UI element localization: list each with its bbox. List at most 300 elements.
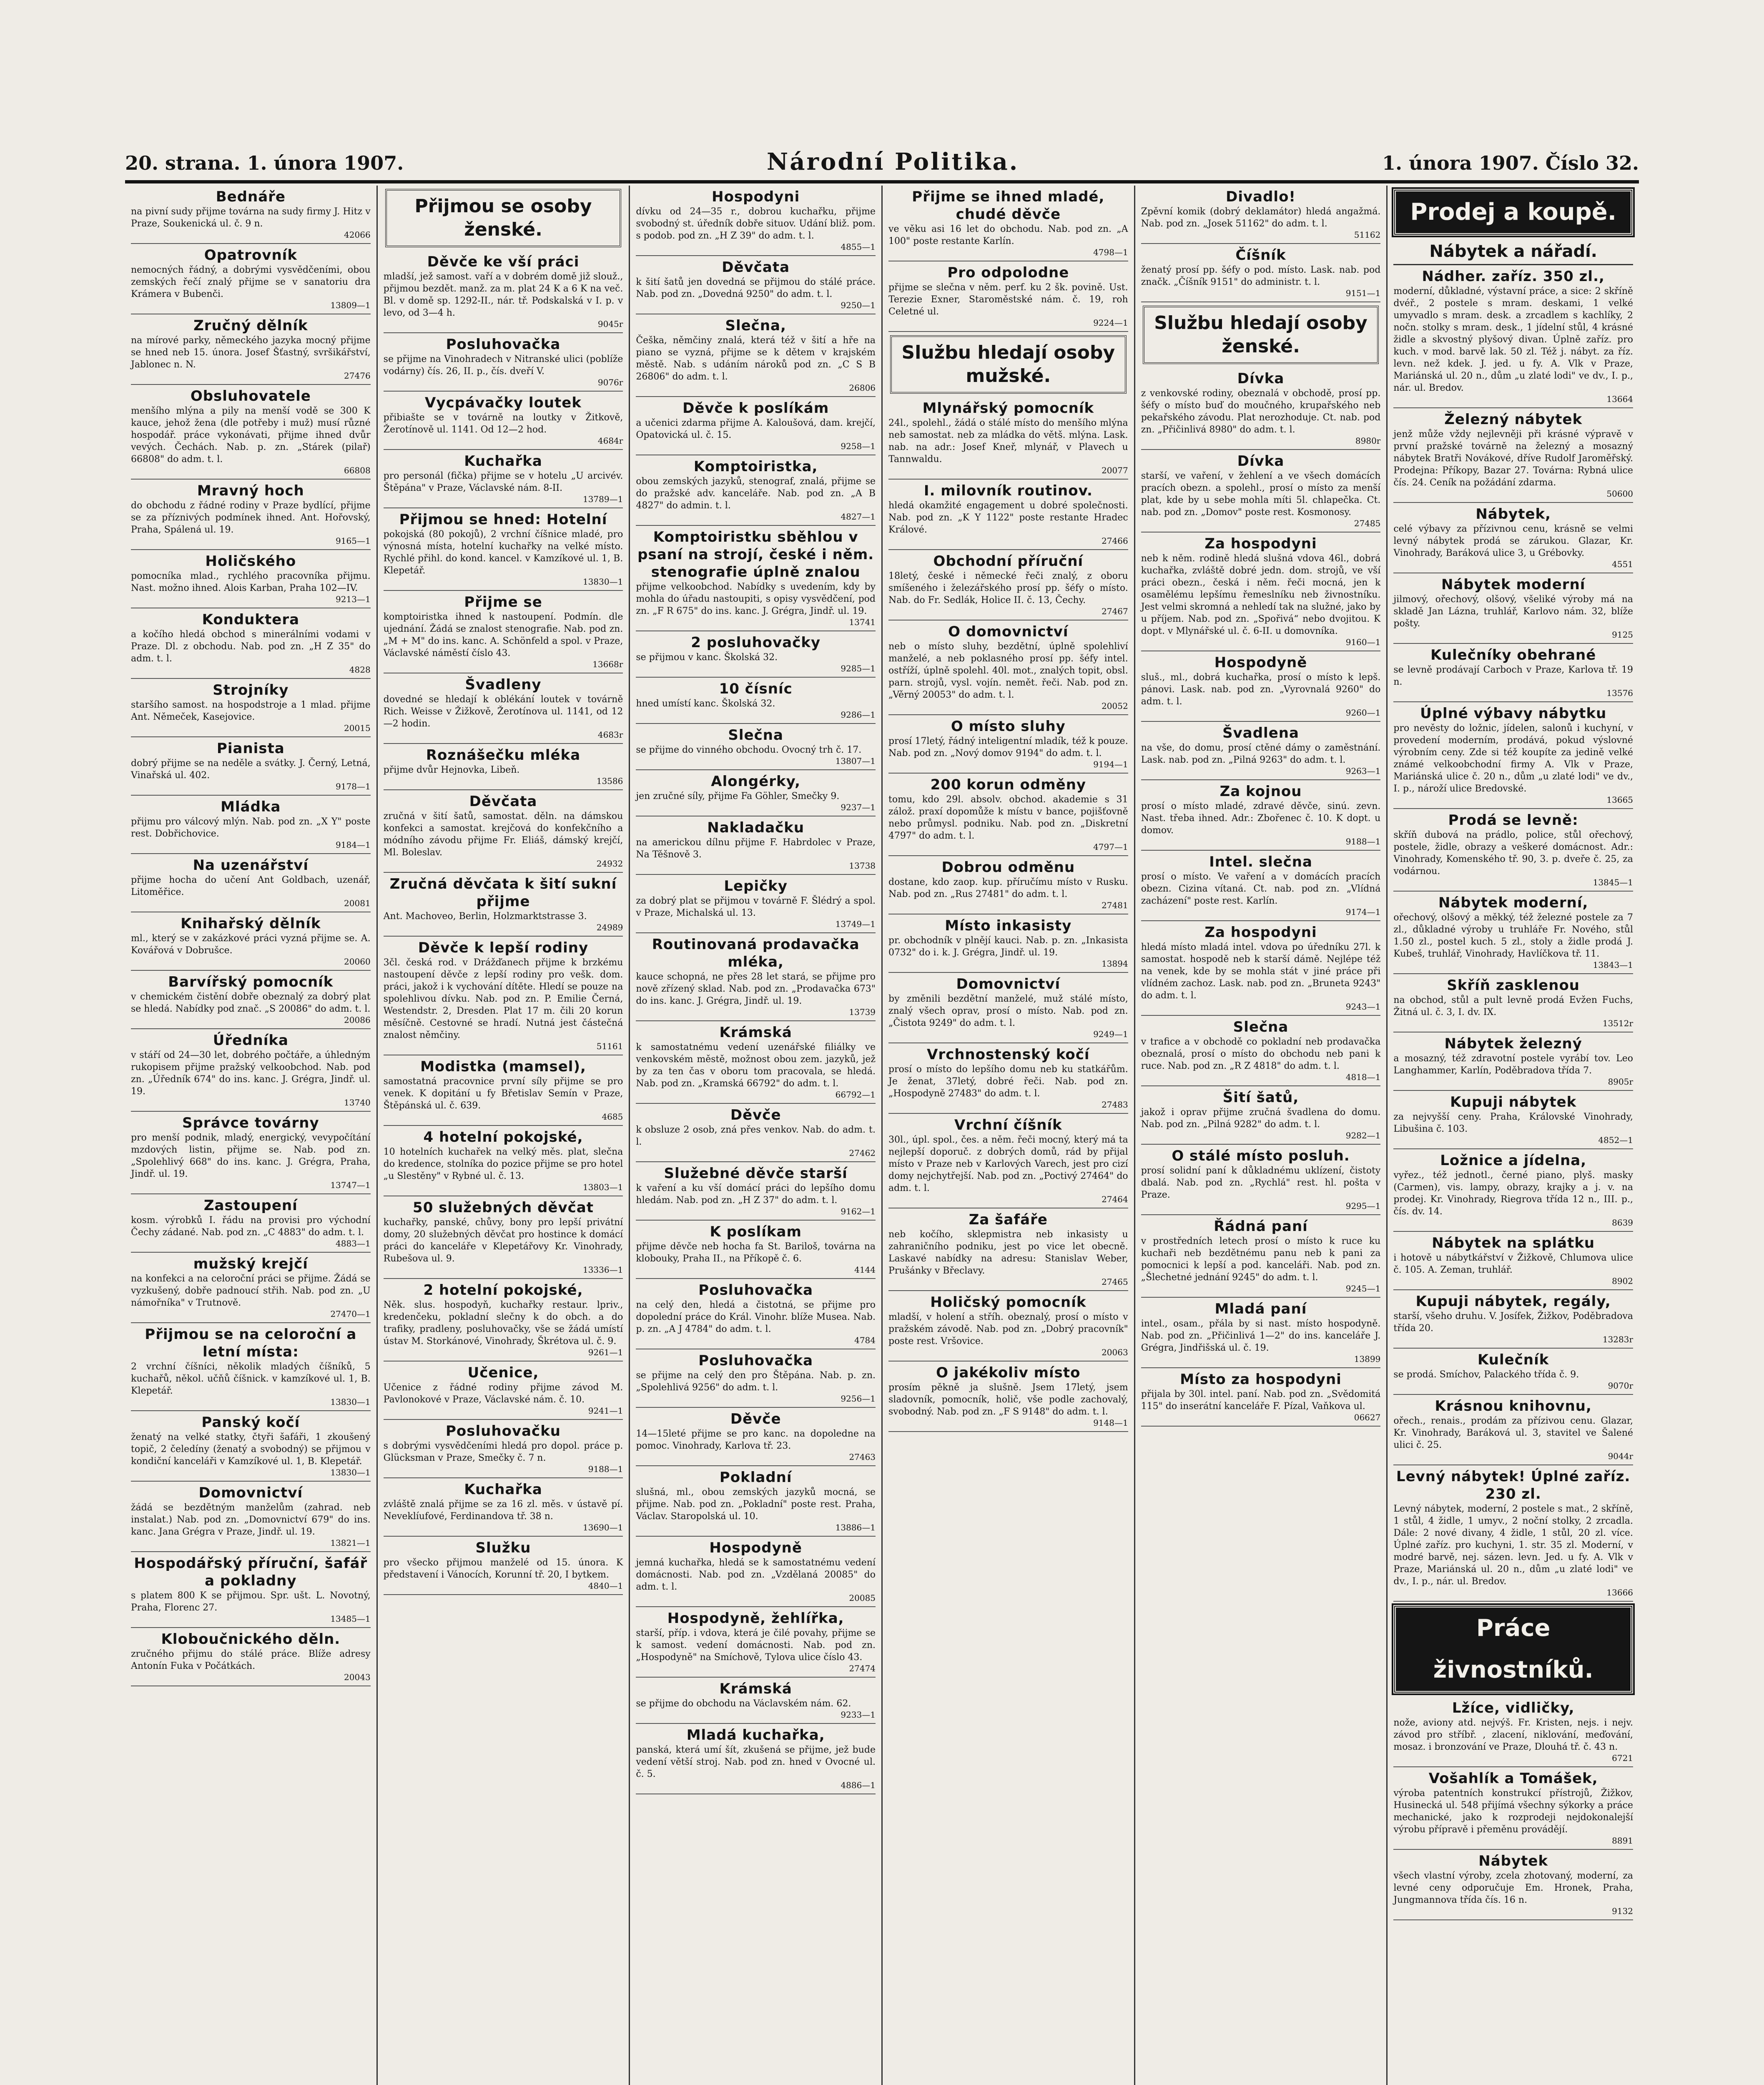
ad-number: 9237—1: [841, 802, 876, 812]
ad-number: 13830—1: [330, 1467, 371, 1477]
ad-number: 20052: [1102, 701, 1128, 711]
ad-number: 20043: [344, 1672, 371, 1682]
ad-body: neb k něm. rodině hledá slušná vdova 46l., dobrá kuchařka, zvláště dobré jedn. dom. strojů, ve vší práci obezn., česká i něm. řeči mocná, jen k osamělému lepšímu řemeslníku neb živnostníku. Jest velmi skromná a nehledí tak na služné, jako by u příjem. Nab. pod zn. „Spořivá“ nebo dvojitou. K dopt. v Mlynářské ul. č. 6-II. u domovníka.: [1141, 553, 1381, 636]
classified-ad: [1393, 1465, 1633, 1602]
ad-heading: Úplné výbavy nábytku: [1420, 705, 1607, 722]
ad-body: kosm. výrobků I. řádu na provisi pro východní Čechy zádané. Nab. pod zn. „C 4883" do adm. t. l.: [131, 1215, 371, 1238]
ad-heading: Číšník: [1235, 247, 1286, 264]
classified-ad: [636, 1724, 876, 1794]
ad-number: 4797—1: [1093, 842, 1128, 852]
ad-number: 8891: [1612, 1836, 1634, 1846]
ad-heading: 2 posluhovačky: [691, 634, 821, 651]
ad-heading: Nádher. zaříz. 350 zl.,: [1422, 268, 1605, 285]
ad-number: 9256—1: [841, 1394, 876, 1404]
ad-body: se prodá. Smíchov, Palackého třída č. 9.: [1393, 1369, 1579, 1380]
classified-ad: [384, 508, 623, 591]
ad-body: se přijme do vinného obchodu. Ovocný trh č. 17.: [636, 745, 862, 755]
ad-heading: Mravný hoch: [197, 482, 304, 499]
ad-body: prosí o místo do lepšího domu neb ku statkářům. Je ženat, 37letý, dobré řeči. Nab. pod zn. „Hospodyně 27483" do adm. t. l.: [888, 1064, 1128, 1099]
classified-ad: [131, 550, 371, 608]
ad-number: 27463: [849, 1452, 876, 1462]
ad-heading: O místo sluhy: [951, 718, 1066, 735]
ad-body: Levný nábytek, moderní, 2 postele s mat., 2 skříně, 1 stůl, 4 židle, 1 umyv., 2 noční stolky, 2 zrcadla. Dále: 2 nové divany, 4 židle, 1 stůl, 20 zl. více. Úplné zaříz. pro kuchyni, 1. str. 35 zl. Moderní, v modré barvě, nej. sázen. levn. Jed. u fy. A. Vlk v Praze, Mariánská ul. 20 n., dům „u zlaté lodi" ve dv., I. p., nár. ul. Bredov.: [1393, 1504, 1634, 1587]
ad-heading: Přijmou se na celoroční a letní místa:: [145, 1326, 357, 1360]
ad-number: 27462: [849, 1148, 876, 1158]
classified-ad: [888, 186, 1128, 261]
ad-heading: Slečna: [728, 727, 783, 744]
ad-heading: Strojníky: [213, 682, 289, 698]
classified-ad: [131, 1112, 371, 1194]
ad-heading: Alongérky,: [711, 773, 801, 790]
classified-ad: [636, 1537, 876, 1607]
classified-ad: [384, 1478, 623, 1537]
classified-ad: [888, 550, 1128, 620]
ad-body: přijala by 30l. intel. paní. Nab. pod zn. „Svědomitá 115" do inserátní kanceláře F. Pízal, Vaňkova ul.: [1141, 1389, 1381, 1412]
classified-ad: [384, 450, 623, 508]
ad-heading: Kulečník: [1478, 1351, 1549, 1368]
classified-ad: [131, 679, 371, 737]
ad-heading: Holičský pomocník: [930, 1294, 1087, 1311]
ad-number: 4798—1: [1093, 247, 1128, 257]
ad-body: intel., osam., přála by si nast. místo hospodyně. Nab. pod zn. „Přičinlivá 1—2" do ins. kanceláře J. Grégra, Jindřišská ul. č. 19.: [1141, 1319, 1381, 1353]
classified-ad: [888, 1208, 1128, 1291]
classified-ad: [636, 1678, 876, 1724]
ad-body: Učenice z řádné rodiny přijme závod M. Pavlonokové v Praze, Václavské nám. č. 10.: [383, 1382, 623, 1405]
ad-heading: Pro odpolodne: [947, 264, 1069, 281]
ad-heading: Krásnou knihovnu,: [1435, 1398, 1592, 1414]
classified-ad: [131, 314, 371, 385]
classified-ad: [384, 873, 623, 937]
classified-ad: [636, 1408, 876, 1466]
ad-body: Zpěvní komik (dobrý deklamátor) hledá angažmá. Nab. pod zn. „Josek 51162" do adm. t. l.: [1141, 206, 1381, 229]
ad-body: neb kočího, sklepmistra neb inkasisty u zahraničního podniku, jest po vice let obecně. Laskavé nabídky na adresu: Stanislav Weber, Prušánky v Břeclavy.: [888, 1229, 1128, 1276]
ad-number: 13666: [1606, 1588, 1634, 1598]
ad-body: staršího samost. na hospodstroje a 1 mlad. přijme Ant. Němeček, Kasejovice.: [131, 700, 371, 722]
ad-heading: Obchodní příruční: [933, 553, 1084, 570]
ad-body: s platem 800 K se přijmou. Spr. ušt. L. Novotný, Praha, Florenc 27.: [131, 1590, 371, 1613]
classified-ad: [384, 744, 623, 790]
ad-body: přijme se slečna v něm. perf. ku 2 šk. povině. Ust. Terezie Exner, Staroměstské nám. č. 19, roh Celetné ul.: [888, 282, 1128, 317]
ad-body: se přijme na Vinohradech v Nitranské ulici (poblíže vodárny) čís. 26, II. p., čís. dveří V.: [383, 354, 623, 377]
ad-heading: Děvčata: [469, 793, 537, 810]
ad-number: 20063: [1102, 1347, 1128, 1357]
ad-body: skříň dubová na prádlo, police, stůl ořechový, postele, židle, obrazy a veškeré domácnost. Adr.: Vinohrady, Komenského tř. 90, 3. p. dveře č. 25, za vodárnou.: [1393, 830, 1634, 877]
classified-ad: [384, 251, 623, 333]
ad-body: přijme děvče neb hocha fa St. Bariloš, továrna na klobouky, Praha II., na Příkopě č. 6.: [636, 1241, 876, 1264]
ad-body: komptoiristka ihned k nastoupení. Podmín. dle ujednání. Žádá se znalost stenografie. Nab. pod zn. „M + M" do ins. kanc. A. Schönfeld a spol. v Praze, Václavské náměstí číslo 43.: [383, 612, 623, 658]
ad-body: jenž může vždy nejlevněji při krásné výpravě v první pražské továrně na železný a mosazný nábytek Bratři Novákové, dříve Rudolf Jaroměřský. Prodejna: Příkopy, Bazar 27. Továrna: Rybná ulice čís. 24. Ceník na požádání zdarma.: [1393, 429, 1634, 488]
ad-number: 13485—1: [330, 1614, 371, 1624]
ad-number: 9213—1: [336, 594, 371, 604]
classified-ad: [1393, 1032, 1633, 1091]
ad-number: 9162—1: [841, 1206, 876, 1216]
ad-number: 4683r: [597, 730, 623, 740]
ad-number: 9282—1: [1345, 1130, 1381, 1140]
ad-body: jen zručné síly, přijme Fa Göhler, Smečky 9.: [636, 791, 840, 801]
classified-ad: [1393, 644, 1633, 702]
classified-ad: [384, 392, 623, 450]
ad-body: pomocníka mlad., rychlého pracovníka přijmu. Nast. možno ihned. Alois Karban, Praha 102—IV.: [131, 571, 371, 593]
ad-heading: Hospodyně, žehlířka,: [667, 1610, 844, 1627]
classified-ad: [888, 261, 1128, 332]
ad-heading: Zručný dělník: [193, 317, 308, 334]
classified-ad: [384, 1279, 623, 1362]
ad-heading: Roznášečku mléka: [426, 747, 581, 764]
ad-number: 4840—1: [588, 1581, 623, 1591]
ad-number: 9241—1: [588, 1406, 623, 1416]
ad-body: vyřez., též jednotl., černé piano, plyš. masky (Carmen), vis. lampy, obrazy, krajky a j. v. na prodej. Kr. Vinohrady, Riegrova třída 12 n., III. p., čís. dv. 14.: [1393, 1170, 1634, 1217]
ad-heading: Zastoupení: [203, 1197, 298, 1214]
classified-ad: [888, 620, 1128, 715]
ad-body: dobrý přijme se na neděle a svátky. J. Černý, Letná, Vinařská ul. 402.: [131, 758, 371, 781]
ad-number: 20085: [849, 1593, 876, 1603]
ad-number: 51162: [1354, 230, 1381, 240]
ad-number: 9044r: [1608, 1451, 1634, 1461]
ad-body: starší, příp. i vdova, která je čilé povahy, přijme se k samost. vedení domácnosti. Nab. pod zn. „Hospodyně" na Smíchově, Tylova ulice číslo 43.: [636, 1628, 876, 1663]
classified-ad: [636, 1279, 876, 1349]
classified-ad: [636, 678, 876, 724]
ad-body: tomu, kdo 29l. absolv. obchod. akademie s 31 zálož. praxí dopomůže k místu v bance, pojišťovně nebo průmysl. podniku. Nab. pod zn. „Diskretní 4797" do adm. t. l.: [888, 794, 1128, 841]
ad-body: pro personál (fička) přijme se v hotelu „U arcivév. Štěpána" v Praze, Václavské nám. 8-II.: [383, 471, 623, 493]
ad-body: ve věku asi 16 let do obchodu. Nab. pod zn. „A 100" poste restante Karlín.: [888, 224, 1128, 246]
classified-columns: [125, 186, 1639, 2085]
classified-ad: [888, 715, 1128, 774]
classified-ad: [1393, 1395, 1633, 1465]
ad-heading: Hospodyni: [712, 188, 800, 205]
ad-number: 4883—1: [336, 1238, 371, 1248]
ad-number: 13739: [849, 1007, 876, 1017]
classified-ad: [131, 1628, 371, 1686]
ad-number: 13809—1: [330, 300, 371, 310]
classified-ad: [131, 244, 371, 314]
ad-number: 27474: [849, 1663, 876, 1673]
classified-ad: [131, 1253, 371, 1323]
ad-heading: Bednáře: [216, 188, 286, 205]
ad-body: mladší, jež samost. vaří a v dobrém domě již slouž., přijmou bezdět. manž. za m. plat 24 K a 6 K na več. Bl. v domě sp. 1292-II., nár. tř. Podskalská v I. p. v levo, od 3—4 h.: [383, 271, 623, 318]
classified-ad: [384, 1196, 623, 1279]
header-rule: [125, 180, 1639, 183]
ad-number: 13668r: [592, 659, 623, 669]
classified-ad: [1393, 1349, 1633, 1395]
ad-number: 9045r: [597, 319, 623, 329]
ad-number: 9184—1: [336, 840, 371, 850]
ad-number: 27485: [1354, 518, 1381, 528]
ad-body: zručná v šití šatů, samostat. děln. na dámskou konfekci a samostat. krejčová do konfekčního a módního závodu přijme Fr. Eliáš, dámský krejčí, Ml. Boleslav.: [383, 811, 623, 858]
ad-heading: O domovnictví: [948, 623, 1069, 640]
ad-heading: Nábytek na splátku: [1432, 1235, 1595, 1251]
classified-ad: [1141, 1016, 1381, 1086]
ad-heading: K poslíkam: [710, 1223, 802, 1240]
classified-ad: [888, 480, 1128, 550]
ad-body: prosí solidní paní k důkladnému uklízení, čistoty dbalá. Nab. pod zn. „Rychlá" rest. hl. pošta v Praze.: [1141, 1166, 1381, 1200]
ad-number: 4685: [602, 1112, 623, 1122]
ad-body: přijme hocha do učení Ant Goldbach, uzenář, Litoměřice.: [131, 875, 371, 897]
ad-number: 42066: [344, 230, 371, 240]
classified-ad: [1141, 651, 1381, 722]
classified-ad: [1141, 851, 1381, 921]
ad-number: 4852—1: [1598, 1135, 1634, 1145]
ad-number: 66792—1: [835, 1090, 876, 1100]
classified-ad: [636, 256, 876, 314]
ad-heading: 50 služebných děvčat: [413, 1199, 594, 1216]
classified-ad: [1141, 1368, 1381, 1427]
ad-body: se přijmou v kanc. Školská 32.: [636, 652, 778, 663]
ad-number: 4828: [349, 665, 371, 675]
ad-number: 27481: [1102, 900, 1128, 910]
ad-heading: Knihařský dělník: [181, 915, 321, 932]
ad-number: 13894: [1102, 959, 1128, 969]
classified-ad: [131, 1411, 371, 1482]
ad-number: 13749—1: [835, 919, 876, 929]
ad-heading: Dívka: [1237, 453, 1285, 470]
ad-body: 30l., úpl. spol., čes. a něm. řeči mocný, který má ta nejlepší doporuč. z dobrých domů, rád by přijal místo v Praze neb v Karlových Varech, jest pro cizí domy nejchytřejší. Nab. pod zn. „Poctivý 27464" do adm. t. l.: [888, 1135, 1128, 1193]
classified-ad: [384, 1126, 623, 1196]
ad-heading: Dívka: [1237, 370, 1285, 387]
ad-number: 9286—1: [841, 710, 876, 720]
ad-heading: mužský krejčí: [193, 1256, 308, 1272]
ad-heading: Hospodářský příruční, šafář a pokladny: [134, 1555, 368, 1589]
ad-number: 13807—1: [835, 756, 876, 766]
ad-number: 20077: [1102, 465, 1128, 475]
running-header: [125, 148, 1639, 177]
classified-ad: [1141, 1215, 1381, 1298]
classified-ad: [1141, 533, 1381, 651]
ad-number: 50600: [1606, 489, 1634, 499]
ad-number: 66808: [344, 465, 371, 475]
ad-number: 13845—1: [1593, 877, 1634, 887]
classified-ad: [636, 1607, 876, 1678]
ad-heading: Za šafáře: [969, 1211, 1048, 1228]
classified-ad: [131, 186, 371, 244]
column-5: [1134, 186, 1387, 2085]
ad-heading: Děvče: [730, 1107, 781, 1123]
ad-body: k vaření a ku vší domácí práci do lepšího domu hledám. Nab. pod zn. „H Z 37" do adm. t. l.: [636, 1183, 876, 1206]
ad-heading: Šití šatů,: [1222, 1089, 1299, 1106]
ad-body: přibiašte se v továrně na loutky v Žitkově, Žerotínově ul. 1141. Od 12—2 hod.: [383, 412, 623, 435]
ad-number: 4886—1: [841, 1780, 876, 1790]
classified-ad: [131, 1194, 371, 1253]
ad-heading: Modistka (mamsel),: [420, 1058, 586, 1075]
ad-heading: Opatrovník: [204, 247, 297, 264]
ad-number: 9194—1: [1093, 759, 1128, 769]
ad-body: v stáří od 24—30 let, dobrého počtáře, a úhledným rukopisem přijme pražský velkoobchod. Nab. pod zn. „Úředník 674" do ins. kanc. J. Grégra, Jindř. ul. 19.: [131, 1050, 371, 1097]
ad-heading: Hospodyně: [709, 1540, 802, 1556]
classified-ad: [1393, 1767, 1633, 1850]
ad-heading: Děvče k poslíkám: [683, 400, 829, 417]
ad-body: ženatý prosí pp. šéfy o pod. místo. Lask. nab. pod značk. „Číšník 9151" do administr. t. l.: [1141, 265, 1381, 287]
ad-body: do obchodu z řádné rodiny v Praze bydlící, přijme se za příznivých podmínek ihned. Ant. Hořovský, Praha, Spálená ul. 19.: [131, 500, 371, 535]
ad-heading: Routinovaná prodavačka mléka,: [652, 936, 860, 970]
ad-body: neb o místo sluhy, bezdětní, úplně spolehliví manželé, a neb poklasného prosí pp. šéfy intel. ostříží, úplně spolehl. 40l. mot., znalých topit, obsl. parn. strojů, vysl. vojín. nemět. řeči. Nab. pod zn. „Věrný 20053" do adm. t. l.: [888, 641, 1128, 700]
ad-body: pokojská (80 pokojů), 2 vrchní číšnice mladé, pro výnosná místa, hotelní kuchařky na velké místo. Rychlé přihl. do kond. kancel. v Kamzíkové ul. 1, B. Klepetář.: [383, 529, 623, 576]
classified-ad: [384, 673, 623, 744]
ad-number: 6721: [1612, 1753, 1634, 1763]
ad-body: a mosazný, též zdravotní postele vyrábí tov. Leo Langhammer, Karlín, Poděbradova třída 7.: [1393, 1053, 1634, 1076]
ad-number: 9125: [1612, 630, 1634, 640]
ad-heading: Obsluhovatele: [190, 388, 311, 404]
classified-ad: [131, 737, 371, 796]
ad-number: 9285—1: [841, 663, 876, 673]
ad-body: přijmu pro válcový mlýn. Nab. pod zn. „X Y" poste rest. Dobřichovice.: [131, 816, 371, 839]
ad-heading: Děvče ke vší práci: [427, 254, 580, 270]
ad-number: 13586: [596, 776, 623, 786]
masthead-title: Národní Politika.: [767, 148, 1019, 176]
ad-heading: Kulečníky obehrané: [1430, 647, 1596, 663]
ad-number: 13843—1: [1593, 960, 1634, 970]
ad-heading: Dobrou odměnu: [941, 859, 1075, 876]
classified-ad: [636, 770, 876, 816]
ad-body: žádá se bezdětným manželům (zahrad. neb instalat.) Nab. pod zn. „Domovnictví 679" do ins. kanc. Jana Grégra v Praze, Jindř. ul. 19.: [131, 1502, 371, 1537]
ad-number: 13740: [344, 1098, 371, 1108]
ad-heading: Hospodyně: [1214, 654, 1307, 671]
ad-body: slušná, ml., obou zemských jazyků mocná, se přijme. Nab. pod zn. „Pokladní" poste rest. Praha, Václav. Staropolská ul. 10.: [636, 1487, 876, 1522]
ad-heading: Přijmou se hned: Hotelní: [399, 511, 607, 528]
ad-heading: Slečna: [1233, 1019, 1289, 1035]
classified-ad: [888, 1114, 1128, 1208]
ad-body: i hotově u nábytkářství v Žižkově, Chlumova ulice č. 105. A. Zeman, truhlář.: [1393, 1253, 1634, 1275]
ad-heading: Místo inkasisty: [945, 917, 1072, 934]
ad-heading: Kuchařka: [464, 1481, 542, 1498]
classified-ad: [1393, 265, 1633, 408]
ad-body: se přijme na celý den pro Štěpána. Nab. p. zn. „Spolehlivá 9256" do adm. t. l.: [636, 1370, 876, 1393]
ad-body: se přijme do obchodu na Václavském nám. 62.: [636, 1698, 851, 1709]
classified-ad: [1141, 367, 1381, 450]
ad-number: 4818—1: [1345, 1072, 1381, 1082]
classified-ad: [1141, 921, 1381, 1016]
ad-body: dostane, kdo zaop. kup. příručímu místo v Rusku. Nab. pod zn. „Rus 27481" do adm. t. l.: [888, 877, 1128, 899]
ad-number: 27483: [1102, 1100, 1128, 1110]
subsection-heading: Nábytek a nářadí.: [1393, 239, 1633, 265]
ad-heading: Služku: [475, 1540, 531, 1556]
ad-body: dovedné se hledají k oblékání loutek v továrně Rich. Weisse v Žižkově, Žerotínova ul. 1141, od 12—2 hodin.: [383, 694, 623, 729]
classified-ad: [888, 1291, 1128, 1362]
ad-number: 4144: [854, 1265, 876, 1275]
classified-ad: [1141, 186, 1381, 244]
classified-ad: [636, 1349, 876, 1408]
classified-ad: [888, 914, 1128, 973]
ad-heading: Učenice,: [467, 1364, 539, 1381]
classified-ad: [1141, 1145, 1381, 1215]
classified-ad: [384, 790, 623, 873]
ad-heading: Krámská: [719, 1024, 792, 1041]
ad-body: hned umístí kanc. Školská 32.: [636, 698, 775, 709]
ad-body: pro všecko přijmou manželé od 15. února. K představení i Vánocích, Korunní tř. 20, I bytkem.: [383, 1557, 623, 1580]
ad-heading: Mlynářský pomocník: [922, 400, 1094, 417]
ad-heading: O jakékoliv místo: [936, 1364, 1081, 1381]
classified-ad: [636, 526, 876, 631]
classified-ad: [1393, 892, 1633, 974]
ad-body: z venkovské rodiny, obeznalá v obchodě, prosí pp. šéfy o místo buď do moučného, krupařského neb pekařského závodu. Plat nerozhoduje. Ct. nab. pod zn. „Přičinlivá 8980" do adm. t. l.: [1141, 388, 1381, 435]
classified-ad: [131, 608, 371, 679]
ad-body: nože, aviony atd. nejvýš. Fr. Kristen, nejs. i nejv. závod pro stříbř. , zlacení, niklování, meďování, mosaz. i bronzování ve Praze, Dlouhá tř. č. 43 n.: [1393, 1718, 1634, 1752]
classified-ad: [1393, 1697, 1633, 1767]
ad-heading: Nábytek: [1478, 1853, 1548, 1869]
ad-heading: Domovnictví: [198, 1485, 303, 1501]
ad-body: k samostatnému vedení uzenářské filiálky ve venkovském městě, možnost obou zem. jazyků, jež by za ten čas v oboru tom pracovala, se hledá. Nab. pod zn. „Kramská 66792" do adm. t. l.: [636, 1042, 876, 1089]
ad-heading: Barvířský pomocník: [168, 974, 334, 990]
ad-body: výroba patentních konstrukcí přístrojů, Žižkov, Husinecká ul. 548 přijímá všechny sýkorky a práce mechanické, jako k rozprodeji nejdokonalejší výrobu přípravě i přeměnu provádějí.: [1393, 1788, 1634, 1835]
ad-body: se levně prodávají Carboch v Praze, Karlova tř. 19 n.: [1393, 665, 1634, 687]
ad-number: 13886—1: [835, 1522, 876, 1532]
ad-body: zvláště znalá přijme se za 16 zl. měs. v ústavě pí. Neveklíufové, Ferdinandova tř. 38 n.: [383, 1499, 623, 1522]
classified-ad: [636, 455, 876, 526]
ad-heading: I. milovník routinov.: [923, 482, 1093, 499]
ad-number: 4684r: [597, 436, 623, 446]
ad-number: 9260—1: [1345, 708, 1381, 718]
classified-ad: [636, 1221, 876, 1279]
ad-body: obou zemských jazyků, stenograf, znalá, přijme se do pražské adv. kanceláře. Nab. pod zn. „A B 4827" do admin. t. l.: [636, 476, 876, 511]
ad-number: 13899: [1354, 1354, 1381, 1364]
ad-number: 13789—1: [582, 494, 623, 504]
ad-body: přijme dvůr Hejnovka, Libeň.: [383, 765, 520, 775]
ad-heading: Kloboučnického děln.: [161, 1631, 341, 1648]
ad-number: 13336—1: [582, 1265, 623, 1275]
ad-number: 13665: [1606, 795, 1634, 805]
ad-number: 9295—1: [1345, 1201, 1381, 1211]
ad-number: 9188—1: [1345, 837, 1381, 847]
ad-heading: Švadleny: [465, 676, 542, 693]
ad-heading: Nábytek moderní,: [1438, 894, 1588, 911]
ad-number: 9174—1: [1345, 907, 1381, 917]
ad-number: 9151—1: [1345, 288, 1381, 298]
ad-number: 13690—1: [582, 1522, 623, 1532]
ad-body: v trafice a v obchodě co pokladní neb prodavačka obeznalá, prosí o místo do obchodu neb pani k ruce. Nab. pod zn. „R Z 4818" do adm. t. l.: [1141, 1037, 1381, 1071]
classified-ad: [1141, 780, 1381, 851]
ad-number: 27476: [344, 371, 371, 381]
ad-body: kuchařky, panské, chůvy, bony pro lepší privátní domy, 20 služebných děvčat pro hostince k domácí práci do kanceláře v Klepetářovy Kr. Vinohrady, Rubešova ul. 9.: [383, 1217, 623, 1264]
ad-number: 9132: [1612, 1906, 1634, 1916]
ad-body: za nejvyšší ceny. Praha, Královské Vinohrady, Libušina č. 103.: [1393, 1112, 1634, 1134]
header-date-left: 20. strana. 1. února 1907.: [125, 152, 404, 174]
ad-heading: Kupuji nábytek: [1450, 1094, 1577, 1110]
ad-heading: Nábytek,: [1475, 506, 1551, 523]
ad-heading: Za hospodyni: [1204, 924, 1317, 941]
ad-body: na vše, do domu, prosí ctěné dámy o zaměstnání. Lask. nab. pod zn. „Pilná 9263" do adm. t. l.: [1141, 743, 1381, 765]
ad-body: v chemickém čistění dobře obeznalý za dobrý plat se hledá. Nabídky pod znač. „S 20086" do adm. t. l.: [131, 992, 371, 1014]
ad-heading: Slečna,: [725, 317, 786, 334]
ad-number: 13821—1: [330, 1538, 371, 1548]
ad-heading: Skříň zasklenou: [1447, 977, 1580, 994]
classified-ad: [131, 385, 371, 480]
ad-heading: Kuchařka: [464, 453, 542, 470]
ad-heading: Nábytek železný: [1444, 1035, 1582, 1052]
classified-ad: [1393, 573, 1633, 644]
ad-body: 3čl. česká rod. v Drážďanech přijme k brzkému nastoupení děvče z lepší rodiny pro vešk. dom. práci, jakož i k vychování dítěte. Hledí se pouze na spolehlivou dívku. Nab. pod zn. P. Emilie Černá, Westendstr. 2, Dresden. Plat 17 m. čili 20 korun měsíčně. Cestovné se hradí. Nutná jest částečná znalost němčiny.: [383, 957, 623, 1040]
ad-number: 9160—1: [1345, 637, 1381, 647]
ad-body: všech vlastní výroby, zcela zhotovaný, moderní, za levné ceny odporučuje Em. Hronek, Praha, Jungmannova třída čís. 16 n.: [1393, 1871, 1634, 1905]
ad-body: starší, všeho druhu. V. Josífek, Žižkov, Poděbradova třída 20.: [1393, 1311, 1634, 1334]
ad-number: 9070r: [1608, 1381, 1634, 1391]
column-1: [125, 186, 376, 2085]
classified-ad: [636, 875, 876, 933]
ad-heading: 4 hotelní pokojské,: [423, 1129, 583, 1145]
classified-ad: [131, 854, 371, 912]
classified-ad: [636, 816, 876, 875]
classified-ad: [888, 397, 1128, 480]
ad-heading: Krámská: [719, 1681, 792, 1697]
ad-body: prosí o místo. Ve vaření a v domácích pracích obezn. Cizina vítaná. Ct. nab. pod zn. „Vlídná zacházení" poste rest. Karlín.: [1141, 872, 1381, 906]
ad-body: starší, ve vaření, v žehlení a ve všech domácích pracích obezn. a spolehl., prosí o místo za menší plat, kde by u sebe mohla míti 5l. chlapečka. Ct. nab. pod zn. „Domov" poste rest. Kosmonosy.: [1141, 471, 1381, 517]
ad-heading: Pokladní: [719, 1469, 792, 1486]
column-2: [376, 186, 629, 2085]
classified-ad: [1393, 1232, 1633, 1290]
ad-number: 9178—1: [336, 781, 371, 791]
classified-ad: [1141, 244, 1381, 302]
ad-heading: Za kojnou: [1219, 783, 1302, 800]
ad-body: ml., který se v zakázkové práci vyzná přijme se. A. Kovářová v Dobrušce.: [131, 933, 371, 956]
ad-number: 9224—1: [1093, 318, 1128, 328]
ad-number: 4827—1: [841, 512, 876, 522]
